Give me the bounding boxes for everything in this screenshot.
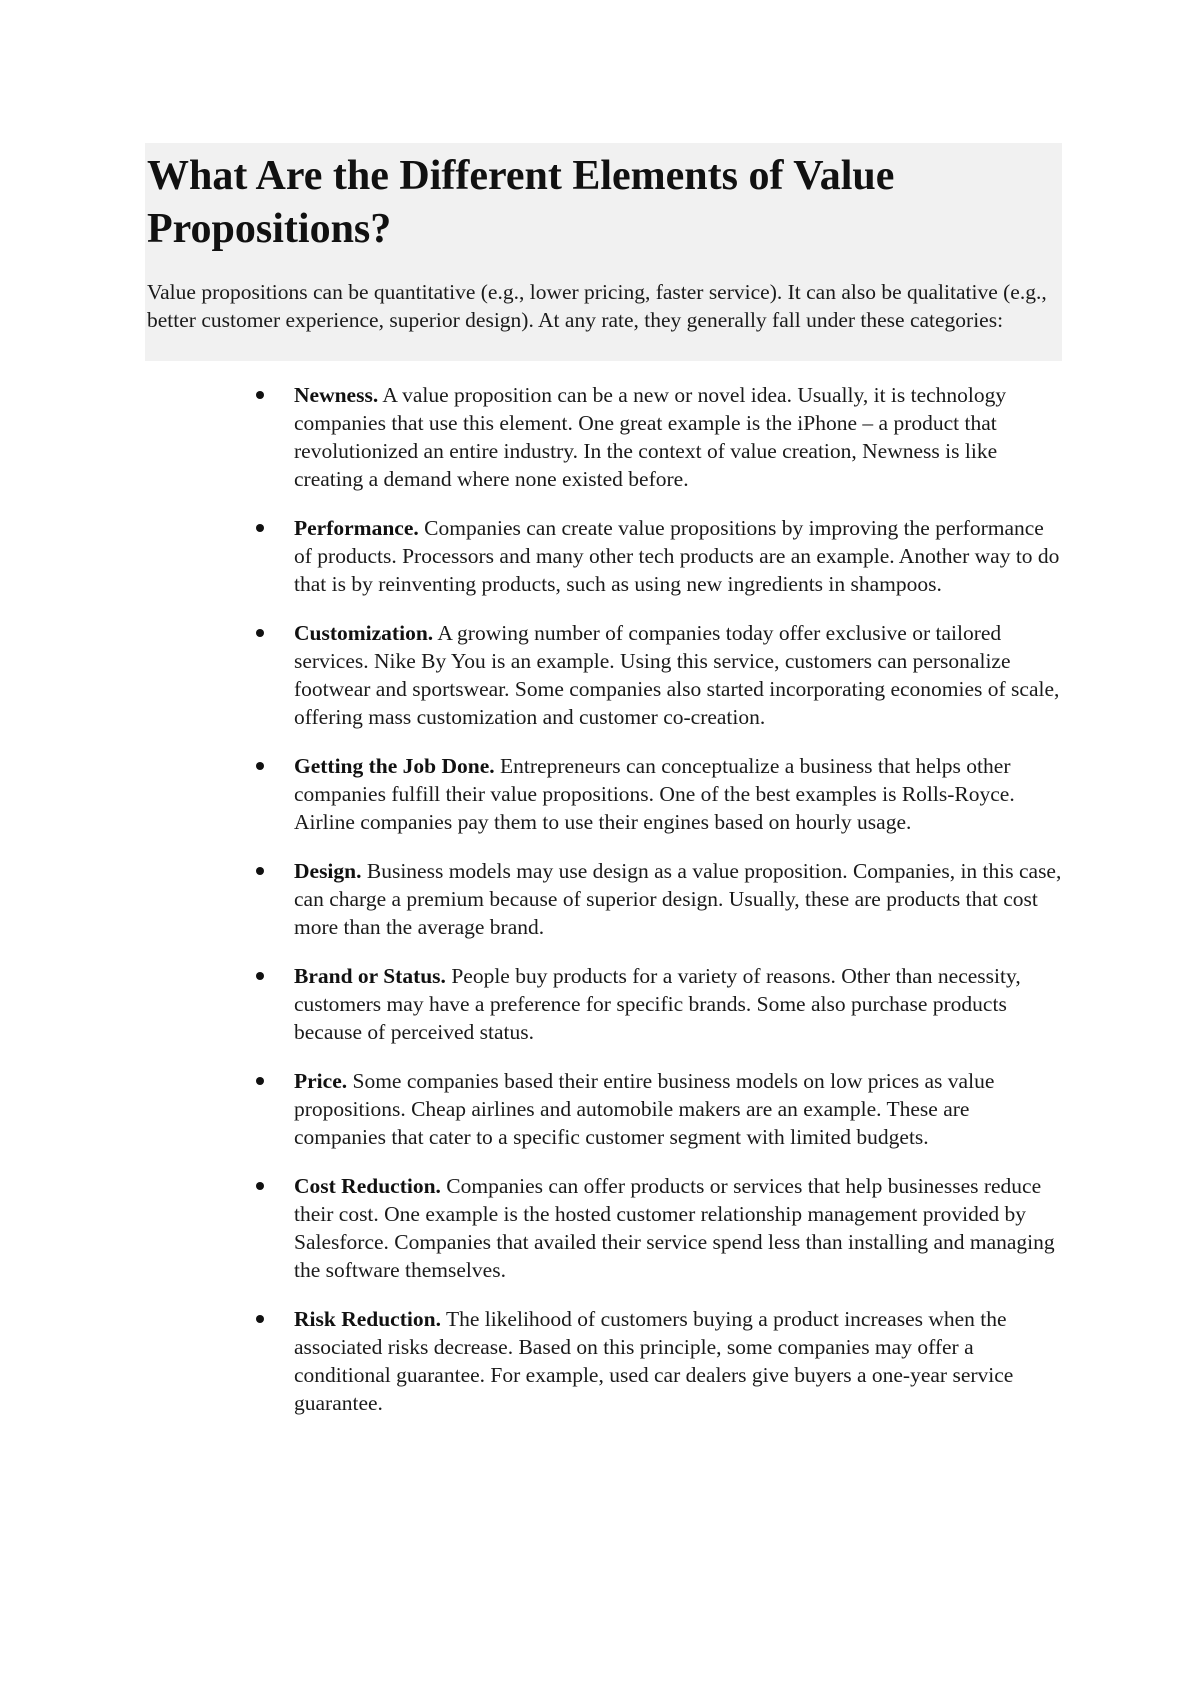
bullet-icon xyxy=(256,629,264,637)
list-item-performance xyxy=(256,514,1066,598)
list-item-design xyxy=(256,857,1066,941)
list-item-newness xyxy=(256,381,1066,493)
item-term: Risk Reduction. xyxy=(294,1307,441,1331)
item-text: The likelihood of customers buying a product increases when the associated risks decrease. Based on this principle, some companies may offer a conditional guarantee. For example, used car dealers give buyers a one-year service guarantee. xyxy=(294,1307,1014,1415)
item-text: Companies can offer products or services that help businesses reduce their cost. One example is the hosted customer relationship management provided by Salesforce. Companies that availed their service spend less than installing and managing the software themselves. xyxy=(294,1174,1055,1282)
item-term: Customization. xyxy=(294,621,434,645)
item-term: Newness. xyxy=(294,383,379,407)
item-term: Cost Reduction. xyxy=(294,1174,441,1198)
item-text: Business models may use design as a value proposition. Companies, in this case, can charge a premium because of superior design. Usually, these are products that cost more than the average brand. xyxy=(294,859,1062,939)
bullet-icon xyxy=(256,972,264,980)
item-term: Getting the Job Done. xyxy=(294,754,495,778)
bullet-icon xyxy=(256,1077,264,1085)
bullet-icon xyxy=(256,524,264,532)
bullet-icon xyxy=(256,1315,264,1323)
intro-paragraph: Value propositions can be quantitative (e.g., lower pricing, faster service). It can also be qualitative (e.g., better customer experience, superior design). At any rate, they generally fall under these categories: xyxy=(147,280,1047,332)
bullet-icon xyxy=(256,867,264,875)
item-term: Price. xyxy=(294,1069,348,1093)
list-item-getting-the-job-done xyxy=(256,752,1066,836)
item-text: Entrepreneurs can conceptualize a business that helps other companies fulfill their value propositions. One of the best examples is Rolls-Royce. Airline companies pay them to use their engines based on hourly usage. xyxy=(294,754,1015,834)
list-item-price xyxy=(256,1067,1066,1151)
item-text: A value proposition can be a new or novel idea. Usually, it is technology companies that use this element. One great example is the iPhone – a product that revolutionized an entire industry. In the context of value creation, Newness is like creating a demand where none existed before. xyxy=(294,383,1007,491)
list-item-cost-reduction xyxy=(256,1172,1066,1284)
item-text: Companies can create value propositions by improving the performance of products. Processors and many other tech products are an example. Another way to do that is by reinventing products, such as using new ingredients in shampoos. xyxy=(294,516,1060,596)
page-title: What Are the Different Elements of Value Propositions? xyxy=(147,153,895,252)
item-text: A growing number of companies today offer exclusive or tailored services. Nike By You is an example. Using this service, customers can personalize footwear and sportswear. Some companies also started incorporating economies of scale, offering mass customization and customer co-creation. xyxy=(294,621,1060,729)
item-text: People buy products for a variety of reasons. Other than necessity, customers may have a preference for specific brands. Some also purchase products because of perceived status. xyxy=(294,964,1021,1044)
item-term: Brand or Status. xyxy=(294,964,446,988)
item-term: Performance. xyxy=(294,516,419,540)
bullet-icon xyxy=(256,762,264,770)
bullet-icon xyxy=(256,1182,264,1190)
list-item-risk-reduction xyxy=(256,1305,1066,1417)
list-item-customization xyxy=(256,619,1066,731)
item-text: Some companies based their entire business models on low prices as value propositions. Cheap airlines and automobile makers are an example. These are companies that cater to a specific customer segment with limited budgets. xyxy=(294,1069,995,1149)
bullet-icon xyxy=(256,391,264,399)
value-elements-list xyxy=(256,381,1066,1438)
item-term: Design. xyxy=(294,859,362,883)
list-item-brand-or-status xyxy=(256,962,1066,1046)
